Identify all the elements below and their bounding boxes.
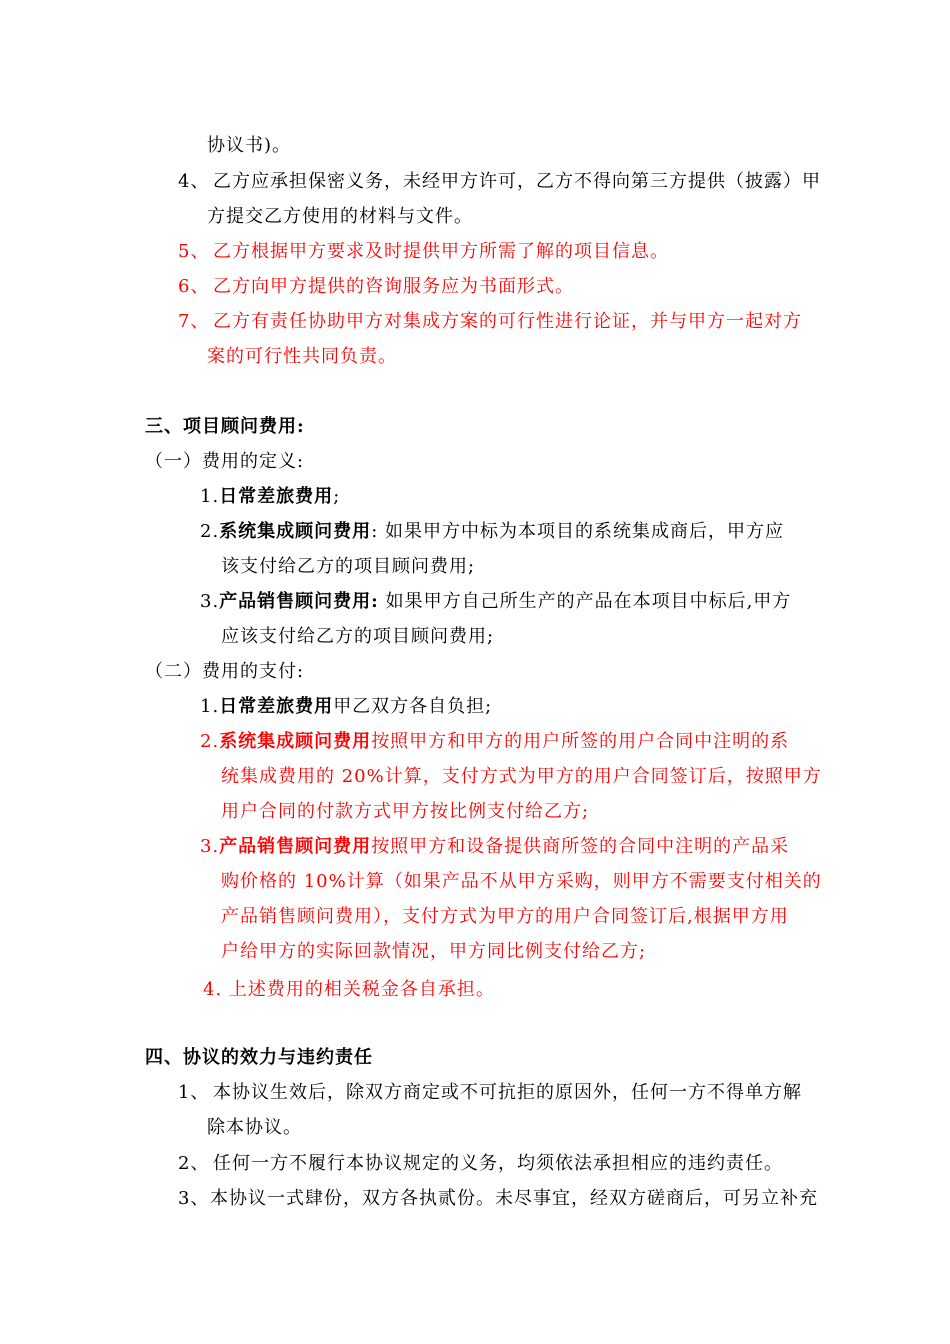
subsection-2-heading: （二）费用的支付:	[145, 661, 305, 682]
item-text: ;	[333, 486, 341, 507]
item-4-line-1: 乙方应承担保密义务，未经甲方许可，乙方不得向第三方提供（披露）甲	[213, 171, 821, 192]
item-5-number: 5、	[178, 241, 210, 262]
section-4-heading: 四、协议的效力与违约责任	[145, 1047, 373, 1068]
item-number: 3.	[200, 591, 220, 612]
clause-3-number: 3、	[178, 1188, 210, 1209]
payment-item-2-line-3: 用户合同的付款方式甲方按比例支付给乙方;	[221, 801, 590, 822]
clause-3-line-1: 本协议一式肆份，双方各执贰份。未尽事宜，经双方磋商后，可另立补充	[210, 1188, 818, 1209]
item-4-line-2: 方提交乙方使用的材料与文件。	[207, 206, 473, 227]
clause-2-line-1: 任何一方不履行本协议规定的义务，均须依法承担相应的违约责任。	[213, 1153, 783, 1174]
definition-item-2	[200, 520, 784, 544]
item-title: 产品销售顾问费用	[219, 836, 372, 857]
definition-item-2-line-2: 该支付给乙方的项目顾问费用;	[221, 556, 476, 577]
item-4-number: 4、	[178, 171, 210, 192]
clause-1-number: 1、	[178, 1082, 210, 1103]
definition-item-1	[200, 485, 340, 509]
item-number: 3.	[200, 836, 220, 857]
item-number: 1.	[200, 486, 220, 507]
payment-item-3-line-3: 产品销售顾问费用），支付方式为甲方的用户合同签订后,根据甲方用	[221, 906, 789, 927]
item-text: 按照甲方和设备提供商所签的合同中注明的产品采	[371, 836, 790, 857]
item-6-number: 6、	[178, 276, 210, 297]
payment-item-1	[200, 695, 492, 719]
item-title: 系统集成顾问费用	[219, 521, 372, 542]
item-text: 按照甲方和甲方的用户所签的用户合同中注明的系	[371, 731, 790, 752]
item-number: 2.	[200, 731, 220, 752]
item-text: 甲乙双方各自负担;	[333, 696, 493, 717]
item-text: 如果甲方自己所生产的产品在本项目中标后,甲方	[378, 591, 792, 612]
item-title: 系统集成顾问费用	[219, 731, 372, 752]
clause-1-line-2: 除本协议。	[207, 1117, 302, 1138]
clause-1-line-1: 本协议生效后，除双方商定或不可抗拒的原因外，任何一方不得单方解	[213, 1082, 802, 1103]
continued-line: 协议书)。	[207, 135, 292, 156]
section-3-heading: 三、项目顾问费用:	[145, 416, 305, 437]
item-7-number: 7、	[178, 311, 210, 332]
payment-item-2-line-2: 统集成费用的 20%计算，支付方式为甲方的用户合同签订后，按照甲方	[221, 766, 822, 787]
item-7-line-2: 案的可行性共同负责。	[207, 346, 397, 367]
payment-item-3	[200, 835, 789, 859]
payment-item-4: 4. 上述费用的相关税金各自承担。	[203, 979, 495, 1000]
item-title: 日常差旅费用	[219, 486, 334, 507]
definition-item-3-line-2: 应该支付给乙方的项目顾问费用;	[221, 626, 495, 647]
clause-2-number: 2、	[178, 1153, 210, 1174]
item-5-line-1: 乙方根据甲方要求及时提供甲方所需了解的项目信息。	[213, 241, 669, 262]
item-6-line-1: 乙方向甲方提供的咨询服务应为书面形式。	[213, 276, 574, 297]
subsection-1-heading: （一）费用的定义:	[145, 451, 305, 472]
payment-item-2	[200, 730, 789, 754]
item-number: 2.	[200, 521, 220, 542]
payment-item-3-line-2: 购价格的 10%计算（如果产品不从甲方采购，则甲方不需要支付相关的	[221, 871, 822, 892]
payment-item-3-line-4: 户给甲方的实际回款情况，甲方同比例支付给乙方;	[221, 941, 647, 962]
item-title: 日常差旅费用	[219, 696, 334, 717]
item-title: 产品销售顾问费用:	[219, 591, 379, 612]
item-number: 1.	[200, 696, 220, 717]
item-7-line-1: 乙方有责任协助甲方对集成方案的可行性进行论证，并与甲方一起对方	[213, 311, 802, 332]
item-text: : 如果甲方中标为本项目的系统集成商后，甲方应	[371, 521, 784, 542]
definition-item-3	[200, 590, 791, 614]
